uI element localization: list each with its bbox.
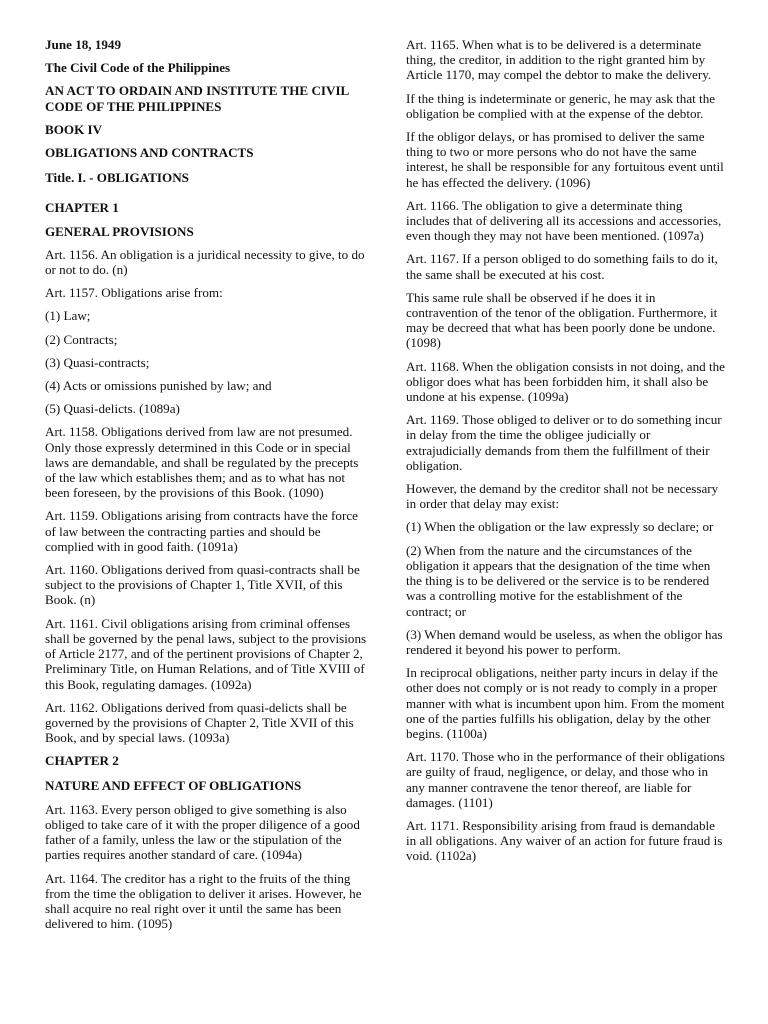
chapter-1-number: CHAPTER 1 <box>45 200 119 216</box>
article-1157-item-5: (5) Quasi-delicts. (1089a) <box>45 401 180 417</box>
article-1157-item-3: (3) Quasi-contracts; <box>45 354 150 370</box>
article-1169-item-2: (2) When from the nature and the circumstances of the obligation it appears that the designation of the time when the thing is to be delivered or the service is to be rendered was a controlling motive for the establishment of the contract; or <box>406 542 711 619</box>
right-column <box>406 37 726 872</box>
article-1158: Art. 1158. Obligations derived from law are not presumed. Only those expressly determined in this Code or in special laws are demandable, and shall be regulated by the precepts of the law which establishes them; and as to what has not been foreseen, by the provisions of this Book. (1090) <box>45 424 359 501</box>
chapter-1-heading <box>45 200 367 238</box>
article-1169-item-3: (3) When demand would be useless, as when the obligor has rendered it beyond his power to perform. <box>406 626 723 657</box>
article-1166: Art. 1166. The obligation to give a determinate thing includes that of delivering all its accessions and accessories, even though they may not have been mentioned. (1097a) <box>406 197 722 244</box>
article-1169-para-2: However, the demand by the creditor shall not be necessary in order that delay may exist: <box>406 481 719 512</box>
article-1160: Art. 1160. Obligations derived from quasi-contracts shall be subject to the provisions of Chapter 1, Title XVII, of this Book. (n) <box>45 562 360 608</box>
article-1157-item-1: (1) Law; <box>45 308 91 324</box>
act-title: AN ACT TO ORDAIN AND INSTITUTE THE CIVIL CODE OF THE PHILIPPINES <box>45 83 349 114</box>
article-1167: Art. 1167. If a person obliged to do something fails to do it, the same shall be executed at his cost. <box>406 251 718 282</box>
article-1169: Art. 1169. Those obliged to deliver or to do something incur in delay from the time the obligee judicially or extrajudicially demands from them the fulfillment of their obligation. <box>406 412 722 473</box>
article-1171: Art. 1171. Responsibility arising from fraud is demandable in all obligations. Any waiver of an action for future fraud is void. (1102a) <box>406 817 723 864</box>
chapter-1-title: GENERAL PROVISIONS <box>45 223 194 239</box>
article-1156: Art. 1156. An obligation is a juridical necessity to give, to do or not to do. (n) <box>45 246 365 278</box>
article-1165: Art. 1165. When what is to be delivered is a determinate thing, the creditor, in addition to the right granted him by Article 1170, may compel the debtor to make the delivery. <box>406 37 712 83</box>
chapter-2-number: CHAPTER 2 <box>45 753 119 769</box>
article-1161: Art. 1161. Civil obligations arising from criminal offenses shall be governed by the penal laws, subject to the provisions of Article 2177, and of the pertinent provisions of Chapter 2, Preliminary Title, on Human Relations, and of Title XVIII of this Book, regulating damages. (1092a) <box>45 615 367 692</box>
document-date: June 18, 1949 <box>45 37 122 52</box>
code-title: The Civil Code of the Philippines <box>45 60 231 76</box>
article-1162: Art. 1162. Obligations derived from quasi-delicts shall be governed by the provisions of Chapter 2, Title XVII of this Book, and by special laws. (1093a) <box>45 699 354 746</box>
left-column <box>45 37 367 939</box>
article-1157-item-2: (2) Contracts; <box>45 331 118 347</box>
article-1164: Art. 1164. The creditor has a right to the fruits of the thing from the time the obligation to deliver it arises. However, he shall acquire no real right over it until the same has been delivered to him. (1095) <box>45 870 362 932</box>
article-1168: Art. 1168. When the obligation consists in not doing, and the obligor does what has been forbidden him, it shall also be undone at his expense. (1099a) <box>406 358 725 405</box>
book-number: BOOK IV <box>45 121 103 137</box>
article-1170: Art. 1170. Those who in the performance of their obligations are guilty of fraud, negligence, or delay, and those who in any manner contravene the tenor thereof, are liable for damages. (1101) <box>406 749 725 810</box>
book-title: OBLIGATIONS AND CONTRACTS <box>45 145 254 161</box>
article-1169-item-1: (1) When the obligation or the law expressly so declare; or <box>406 519 714 535</box>
book-heading <box>45 122 367 160</box>
chapter-2-title: NATURE AND EFFECT OF OBLIGATIONS <box>45 777 302 793</box>
article-1165-para-2: If the thing is indeterminate or generic, he may ask that the obligation be complied with at the expense of the debtor. <box>406 90 716 121</box>
title-heading: Title. I. - OBLIGATIONS <box>45 170 189 186</box>
article-1167-para-2: This same rule shall be observed if he does it in contravention of the tenor of the obligation. Furthermore, it may be decreed that what has been poorly done be undone. (1098) <box>406 289 718 351</box>
article-1157-item-4: (4) Acts or omissions punished by law; and <box>45 378 272 394</box>
article-1159: Art. 1159. Obligations arising from contracts have the force of law between the contracting parties and should be complied with in good faith. (1091a) <box>45 508 358 554</box>
article-1157: Art. 1157. Obligations arise from: <box>45 285 223 301</box>
article-1169-para-3: In reciprocal obligations, neither party incurs in delay if the other does not comply or is not ready to comply in a proper manner with what is incumbent upon him. From the moment one of the parties fulfills his obligation, delay by the other begins. (1100a) <box>406 665 725 741</box>
article-1165-para-3: If the obligor delays, or has promised to deliver the same thing to two or more persons who do not have the same interest, he shall be responsible for any fortuitous event until he has effected the delivery. (1096) <box>406 129 724 190</box>
document-header <box>45 37 367 114</box>
article-1163: Art. 1163. Every person obliged to give something is also obliged to take care of it with the proper diligence of a good father of a family, unless the law or the stipulation of the parties requires another standard of care. (1094a) <box>45 801 360 863</box>
